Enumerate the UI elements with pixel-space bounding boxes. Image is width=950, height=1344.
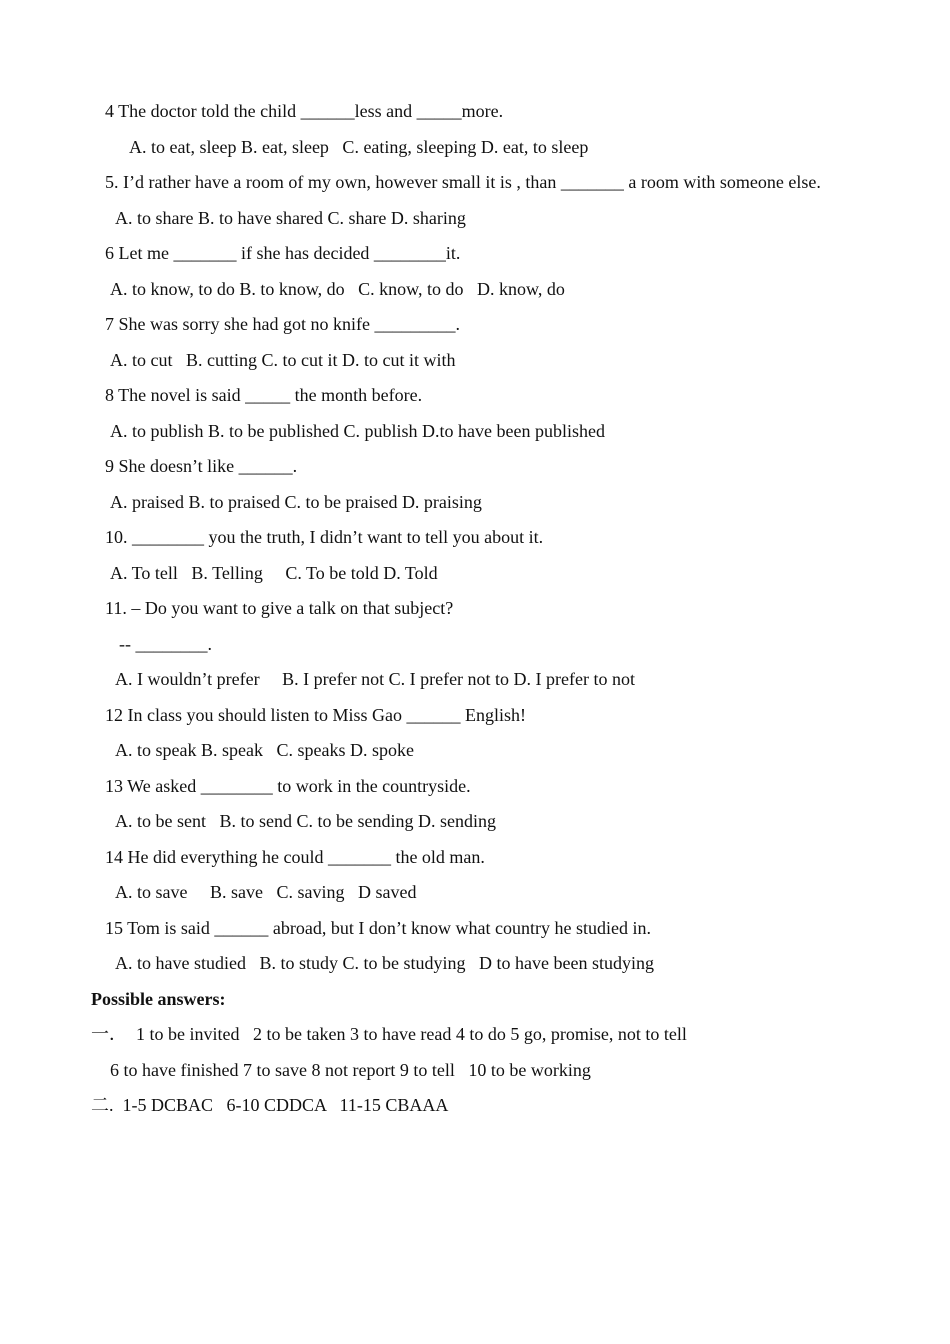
question-9-stem: 9 She doesn’t like ______. xyxy=(105,456,298,476)
question-10-options: A. To tell B. Telling C. To be told D. Told xyxy=(110,563,438,583)
answers-part2: 二. 1-5 DCBAC 6-10 CDDCA 11-15 CBAAA xyxy=(91,1095,449,1115)
question-11-options: A. I wouldn’t prefer B. I prefer not C. I prefer not to D. I prefer to not xyxy=(115,669,636,689)
question-14-stem: 14 He did everything he could _______ the old man. xyxy=(105,847,485,867)
question-13-options: A. to be sent B. to send C. to be sending D. sending xyxy=(115,811,496,831)
question-7-stem: 7 She was sorry she had got no knife _________. xyxy=(105,314,460,334)
question-14-options: A. to save B. save C. saving D saved xyxy=(115,882,417,902)
question-12-options: A. to speak B. speak C. speaks D. spoke xyxy=(115,740,414,760)
answers-part1-line2: 6 to have finished 7 to save 8 not report 9 to tell 10 to be working xyxy=(110,1060,591,1080)
question-10-stem: 10. ________ you the truth, I didn’t want to tell you about it. xyxy=(105,527,544,547)
answers-heading: Possible answers: xyxy=(91,989,226,1009)
question-4-options: A. to eat, sleep B. eat, sleep C. eating, sleeping D. eat, to sleep xyxy=(129,137,589,157)
question-11-reply: -- ________. xyxy=(119,634,212,654)
question-11-stem: 11. – Do you want to give a talk on that subject? xyxy=(105,598,454,618)
question-13-stem: 13 We asked ________ to work in the countryside. xyxy=(105,776,471,796)
question-6-options: A. to know, to do B. to know, do C. know, to do D. know, do xyxy=(110,279,565,299)
question-6-stem: 6 Let me _______ if she has decided ________it. xyxy=(105,243,461,263)
answers-part1-line1: 一． 1 to be invited 2 to be taken 3 to have read 4 to do 5 go, promise, not to tell xyxy=(91,1024,687,1044)
question-12-stem: 12 In class you should listen to Miss Gao ______ English! xyxy=(105,705,526,725)
question-8-stem: 8 The novel is said _____ the month before. xyxy=(105,385,423,405)
question-8-options: A. to publish B. to be published C. publish D.to have been published xyxy=(110,421,605,441)
question-5-stem: 5. I’d rather have a room of my own, however small it is , than _______ a room with someone else. xyxy=(105,172,821,192)
question-15-stem: 15 Tom is said ______ abroad, but I don’t know what country he studied in. xyxy=(105,918,652,938)
question-15-options: A. to have studied B. to study C. to be studying D to have been studying xyxy=(115,953,654,973)
question-9-options: A. praised B. to praised C. to be praised D. praising xyxy=(110,492,482,512)
question-7-options: A. to cut B. cutting C. to cut it D. to cut it with xyxy=(110,350,456,370)
question-5-options: A. to share B. to have shared C. share D. sharing xyxy=(115,208,466,228)
question-4-stem: 4 The doctor told the child ______less and _____more. xyxy=(105,101,504,121)
